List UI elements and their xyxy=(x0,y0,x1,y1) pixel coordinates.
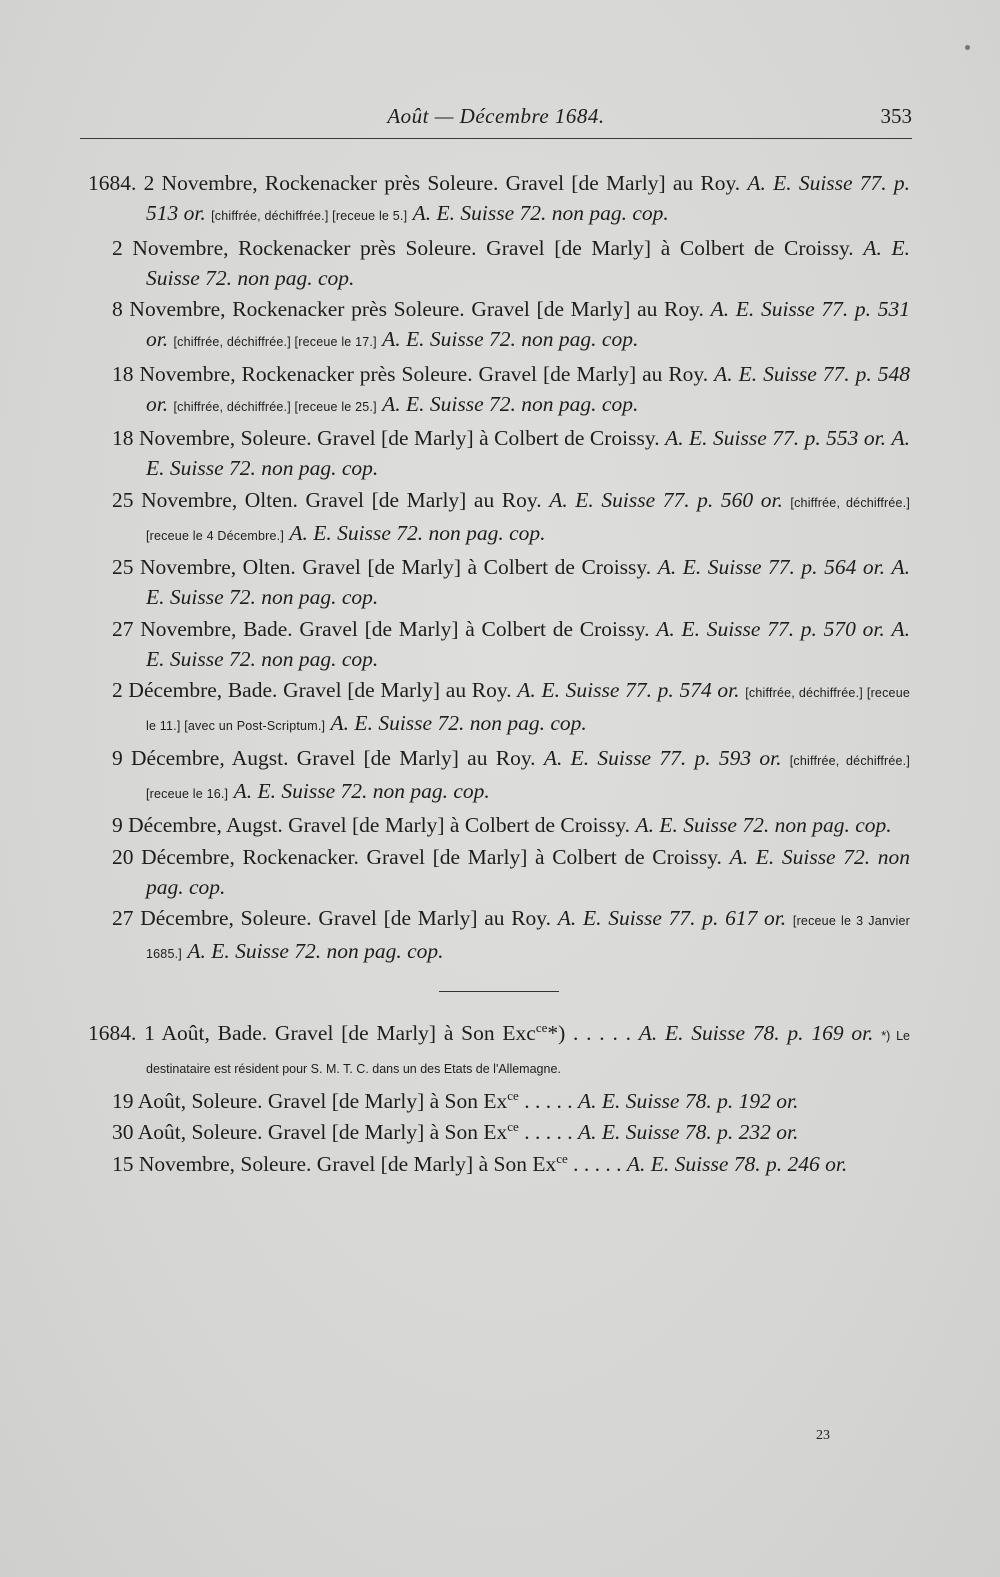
copy-reference: A. E. Suisse 72. non pag. cop. xyxy=(146,616,911,671)
archive-reference: A. E. Suisse 78. p. 169 or. xyxy=(638,1021,874,1045)
entry-date-text: 27 Novembre, Bade. Gravel [de Marly] à Colbert de Croissy. xyxy=(112,616,650,641)
archive-reference: A. E. Suisse 77. p. 513 or. xyxy=(146,171,911,225)
archive-reference: A. E. Suisse 78. p. 246 or. xyxy=(626,1151,848,1176)
entry-date-text: 27 Décembre, Soleure. Gravel [de Marly] au Roy. xyxy=(112,906,552,930)
archive-reference: A. E. Suisse 77. p. 531 or. xyxy=(146,297,910,351)
superscript-abbrev: ce xyxy=(556,1150,568,1166)
leader-dots: . . . . . xyxy=(518,1120,573,1144)
leader-dots: . . . . . xyxy=(567,1151,622,1176)
copy-reference: A. E. Suisse 72. non pag. cop. xyxy=(289,520,546,545)
superscript-abbrev: ce xyxy=(507,1087,519,1103)
page-header xyxy=(80,100,912,139)
letter-entry xyxy=(88,233,910,293)
footnote: *) Le destinataire est résident pour S. M. T. C. dans un des Etats de l'Allemagne. xyxy=(146,1029,910,1076)
editorial-note: [chiffrée, déchiffrée.] [receue le 16.] xyxy=(146,753,911,801)
letter-entry xyxy=(88,903,910,969)
entry-date-text: 1684. 1 Août, Bade. Gravel [de Marly] à Son Exc xyxy=(88,1021,536,1045)
letter-entry xyxy=(88,743,910,809)
letter-entry xyxy=(88,359,910,422)
entry-date-text: 15 Novembre, Soleure. Gravel [de Marly] à Son Ex xyxy=(112,1151,557,1176)
running-title: Août — Décembre 1684. xyxy=(387,104,605,128)
entry-date-text: 18 Novembre, Rockenacker près Soleure. Gravel [de Marly] au Roy. xyxy=(112,361,709,386)
editorial-note: [chiffrée, déchiffrée.] [receue le 17.] xyxy=(173,335,377,349)
letter-entry xyxy=(88,168,910,231)
archive-reference: A. E. Suisse 77. p. 548 or. xyxy=(146,361,910,416)
archive-reference: A. E. Suisse 77. p. 617 or. xyxy=(557,906,787,930)
signature-number: 23 xyxy=(816,1428,830,1443)
letter-entry xyxy=(88,294,910,357)
letter-entry xyxy=(88,1018,910,1084)
entry-date-text: 25 Novembre, Olten. Gravel [de Marly] au Roy. xyxy=(112,487,542,512)
archive-reference: A. E. Suisse 72. non pag. cop. xyxy=(146,844,910,899)
copy-reference: A. E. Suisse 72. non pag. cop. xyxy=(146,426,911,480)
copy-reference: A. E. Suisse 72. non pag. cop. xyxy=(146,555,911,609)
entry-date-text: 2 Novembre, Rockenacker près Soleure. Gravel [de Marly] à Colbert de Croissy. xyxy=(112,235,854,260)
page-speck xyxy=(965,45,970,50)
entry-date-text: 2 Décembre, Bade. Gravel [de Marly] au Roy. xyxy=(112,678,512,702)
archive-reference: A. E. Suisse 77. p. 560 or. xyxy=(549,487,783,512)
archive-reference: A. E. Suisse 78. p. 232 or. xyxy=(577,1120,799,1144)
archive-reference: A. E. Suisse 77. p. 593 or. xyxy=(543,745,782,770)
letter-entry xyxy=(88,810,910,840)
archive-reference: A. E. Suisse 77. p. 574 or. xyxy=(517,678,740,702)
letters-section-1 xyxy=(88,168,910,969)
letter-entry xyxy=(88,485,910,551)
leader-dots: . . . . . xyxy=(518,1088,573,1113)
archive-reference: A. E. Suisse 77. p. 570 or. xyxy=(656,616,885,641)
archive-reference: A. E. Suisse 72. non pag. cop. xyxy=(146,235,911,290)
editorial-note: [receue le 3 Janvier 1685.] xyxy=(146,914,910,961)
copy-reference: A. E. Suisse 72. non pag. cop. xyxy=(382,327,639,351)
editorial-note: [chiffrée, déchiffrée.] [receue le 5.] xyxy=(211,209,408,223)
section-divider xyxy=(439,991,559,992)
letter-entry xyxy=(88,842,910,902)
page-number: 353 xyxy=(880,104,912,128)
superscript-abbrev: ce xyxy=(507,1118,519,1134)
copy-reference: A. E. Suisse 72. non pag. cop. xyxy=(233,778,490,803)
editorial-note: [chiffrée, déchiffrée.] [receue le 11.] [avec un Post-Scriptum.] xyxy=(146,686,910,733)
letter-entry xyxy=(88,552,910,612)
archive-reference: A. E. Suisse 77. p. 564 or. xyxy=(657,555,885,579)
letter-entry xyxy=(88,1117,910,1147)
entry-date-text: 1684. 2 Novembre, Rockenacker près Soleure. Gravel [de Marly] au Roy. xyxy=(88,171,741,195)
archive-reference: A. E. Suisse 72. non pag. cop. xyxy=(635,813,892,837)
letter-entry xyxy=(88,423,910,483)
editorial-note: [chiffrée, déchiffrée.] [receue le 25.] xyxy=(173,399,377,414)
entry-date-text: 25 Novembre, Olten. Gravel [de Marly] à Colbert de Croissy. xyxy=(112,555,652,579)
entry-date-text: 18 Novembre, Soleure. Gravel [de Marly] à Colbert de Croissy. xyxy=(112,426,660,450)
entry-date-text: 19 Août, Soleure. Gravel [de Marly] à Son Ex xyxy=(112,1088,508,1113)
copy-reference: A. E. Suisse 72. non pag. cop. xyxy=(187,939,444,963)
entry-date-text: 30 Août, Soleure. Gravel [de Marly] à Son Ex xyxy=(112,1120,508,1144)
letter-entry xyxy=(88,1149,910,1179)
editorial-note: [chiffrée, déchiffrée.] [receue le 4 Décembre.] xyxy=(146,495,911,543)
archive-reference: A. E. Suisse 77. p. 553 or. xyxy=(665,426,887,450)
entry-date-text: 8 Novembre, Rockenacker près Soleure. Gravel [de Marly] au Roy. xyxy=(112,297,704,321)
letter-entry xyxy=(88,614,910,674)
entry-date-text: 9 Décembre, Augst. Gravel [de Marly] au Roy. xyxy=(112,745,536,770)
letters-section-2 xyxy=(88,1018,910,1179)
copy-reference: A. E. Suisse 72. non pag. cop. xyxy=(412,201,669,225)
entry-date-text: 20 Décembre, Rockenacker. Gravel [de Marly] à Colbert de Croissy. xyxy=(112,844,722,869)
letter-entry xyxy=(88,1086,910,1116)
copy-reference: A. E. Suisse 72. non pag. cop. xyxy=(330,711,587,735)
letter-entry xyxy=(88,675,910,741)
leader-dots: *) . . . . . xyxy=(547,1021,631,1045)
entry-date-text: 9 Décembre, Augst. Gravel [de Marly] à Colbert de Croissy. xyxy=(112,813,631,837)
superscript-abbrev: ce xyxy=(535,1019,548,1035)
copy-reference: A. E. Suisse 72. non pag. cop. xyxy=(382,391,639,416)
document-body xyxy=(88,168,910,1180)
archive-reference: A. E. Suisse 78. p. 192 or. xyxy=(577,1088,799,1113)
